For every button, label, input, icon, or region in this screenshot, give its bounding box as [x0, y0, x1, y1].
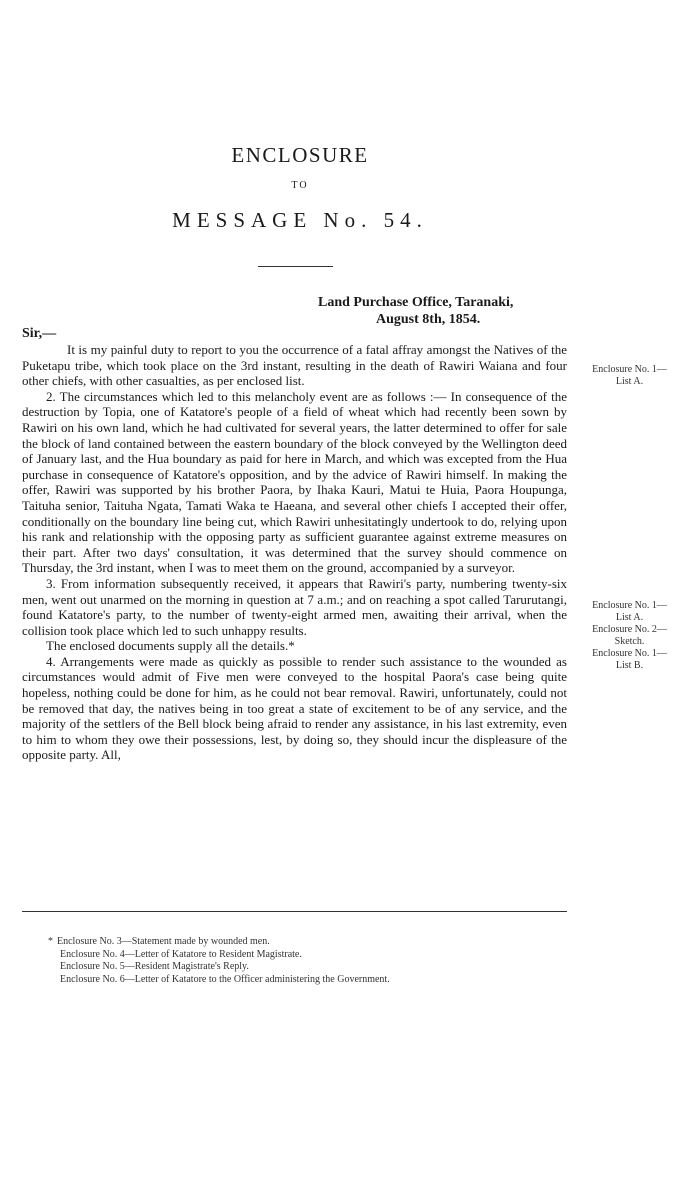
address-date: August 8th, 1854.: [376, 312, 481, 327]
paragraph-4: 4. Arrangements were made as quickly as possible to render such assistance to the wounded as circumstances would admit of Five men were conveyed to the hospital Paora's case being quite hopeless, nothing could be done for him, as he could not bear removal. Rawiri, unfortunately, could not be removed that day, the natives being in too great a state of excitement to be of any service, and the majority of the settlers of the Bell block being afraid to render any assistance, in his last extremity, even to him to whom they owe their possessions, lest, by doing so, they should incur the displeasure of the opposite party. All,: [22, 653, 567, 763]
paragraph-details-note: The enclosed documents supply all the details.*: [46, 638, 295, 654]
paragraph-1: It is my painful duty to report to you the occurrence of a fatal affray amongst the Natives of the Puketapu tribe, which took place on the 3rd instant, resulting in the death of Rawiri Waiana and four other chiefs, with other casualties, as per enclosed list.: [22, 342, 567, 389]
footnote-divider: [22, 911, 567, 912]
paragraph-2: 2. The circumstances which led to this melancholy event are as follows :— In consequence of the destruction by Topia, one of Katatore's people of a field of wheat which had recently been sown by Rawiri on his own land, which he had cultivated for several years, the latter determined to offer for sale the block of land contained between the eastern boundary of the block conveyed by the Wellington deed of January last, and the Hua boundary as paid for here in March, and which was excepted from the Hua purchase in consequence of Katatore's opposition, and by the advice of Rawiri himself. In making the offer, Rawiri was supported by his brother Paora, by Ihaka Kauri, Matui te Huia, Paora Houpunga, Taituha senior, Taituha Ngata, Tamati Waka te Haeana, and several other chiefs I accepted their offer, conditionally on the boundary line being cut, which Rawiri unhesitatingly undertook to do, relying upon his rank and relationship with the opposing party as sufficient guarantee against extreme measures on their part. After two days' consultation, it was determined that the survey should commence on Thursday, the 3rd instant, when I was to meet them on the ground, accompanied by a surveyor.: [22, 388, 567, 576]
margin-note: Enclosure No. 2—: [592, 624, 667, 635]
margin-note: Sketch.: [614, 636, 645, 647]
footnote-marker: *: [48, 936, 53, 947]
margin-note: List A.: [615, 376, 644, 387]
margin-note-group-2: [572, 600, 687, 672]
footnote-item: Enclosure No. 6—Letter of Katatore to the Officer administering the Government.: [60, 973, 390, 985]
margin-note: List A.: [615, 612, 644, 623]
paragraph-3: 3. From information subsequently received, it appears that Rawiri's party, numbering twenty-six men, went out unarmed on the morning in question at 7 a.m.; and on reaching a spot called Tarurutangi, found Katatore's party, to the number of twenty-eight armed men, awaiting their arrival, when the collision took place which led to such unhappy results.: [22, 575, 567, 638]
sender-address: [318, 294, 578, 328]
title-divider: [258, 266, 333, 267]
salutation: Sir,—: [22, 326, 57, 341]
footnote-item: Enclosure No. 5—Resident Magistrate's Reply.: [60, 961, 249, 972]
margin-note: Enclosure No. 1—: [592, 600, 667, 611]
heading-to: TO: [291, 180, 309, 191]
margin-note: List B.: [615, 660, 644, 671]
heading-message-number: MESSAGE No. 54.: [172, 208, 428, 232]
footnote-item: * Enclosure No. 3—Statement made by wounded men.: [48, 936, 270, 947]
margin-note: Enclosure No. 1—: [592, 648, 667, 659]
margin-note: Enclosure No. 1—: [592, 364, 667, 375]
footnote-item: Enclosure No. 4—Letter of Katatore to Resident Magistrate.: [60, 948, 302, 960]
address-office: Land Purchase Office, Taranaki,: [318, 295, 514, 310]
heading-enclosure: ENCLOSURE: [231, 143, 369, 167]
margin-note-group-1: [572, 364, 687, 388]
letter-body: [22, 342, 567, 763]
footnotes: [48, 936, 548, 986]
